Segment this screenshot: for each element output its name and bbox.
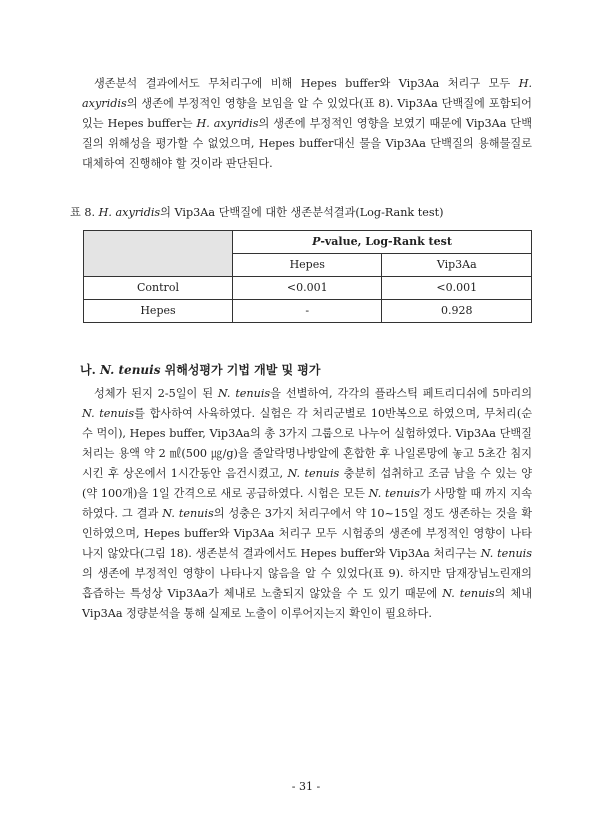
species-name: N. tenuis (99, 363, 161, 377)
text-run: 의 체내 Vip3Aa 정량분석을 통해 실제로 노출이 이루어지는지 확인이 필요하다. (82, 587, 533, 620)
table-row (84, 277, 532, 300)
caption-prefix: 표 8. (70, 206, 99, 219)
section-suffix: 위해성평가 기법 개발 및 평가 (160, 363, 321, 377)
caption-suffix: 의 Vip3Aa 단백질에 대한 생존분석결과(Log-Rank test) (160, 206, 444, 219)
text-run: 의 성충은 3가지 처리구에서 약 10~15일 정도 생존하는 것을 확인하였으며, Hepes buffer와 Vip3Aa 처리구 모두 시험종의 생존에 부정적인 영향이 나타나지 않았다(그림 18). 생존분석 결과에서도 Hepes buffer와 Vip3Aa 처리구는 (82, 507, 532, 560)
text-run: 생존분석 결과에서도 무처리구에 비해 Hepes buffer와 Vip3Aa 처리구 모두 (94, 77, 519, 90)
species-name: H. axyridis (196, 117, 259, 130)
species-name: N. tenuis (442, 587, 495, 600)
section-heading (80, 361, 320, 378)
table-cell: 0.928 (382, 300, 532, 323)
species-name: N. tenuis (480, 547, 532, 560)
species-name: N. tenuis (368, 487, 420, 500)
table-cell: <0.001 (233, 277, 382, 300)
column-header: Vip3Aa (382, 254, 532, 277)
text-run: 의 생존에 부정적인 영향을 보임을 알 수 있었다(표 8). Vip3Aa 단백질에 포함되어있는 Hepes buffer는 (82, 97, 532, 130)
species-name: N. tenuis (217, 387, 271, 400)
text-run: 의 생존에 부정적인 영향이 나타나지 않음을 알 수 있었다(표 9). 하지만 담재장님노린재의 흡즙하는 특성상 Vip3Aa가 체내로 노출되지 않았을 수 도 있기 때문에 (82, 567, 532, 600)
group-header-text: -value, Log-Rank test (320, 235, 452, 248)
column-header: Hepes (233, 254, 382, 277)
table-row (84, 300, 532, 323)
text-run: 성체가 된지 2-5일이 된 (94, 387, 218, 400)
text-run: 의 생존에 부정적인 영향을 보였기 때문에 Vip3Aa 단백질의 위해성을 평가할 수 없었으며, Hepes buffer대신 물을 Vip3Aa 단백질의 용해물질로 대체하여 진행해야 할 것이라 판단된다. (82, 117, 533, 170)
text-run: 을 선별하여, 각각의 플라스틱 페트리디쉬에 5마리의 (270, 387, 533, 400)
p-symbol: P (312, 235, 321, 248)
species-name: N. tenuis (287, 467, 340, 480)
species-name: N. tenuis (82, 407, 135, 420)
table-cell: - (233, 300, 382, 323)
table-cell: <0.001 (382, 277, 532, 300)
species-name: N. tenuis (162, 507, 214, 520)
paragraph-survival-analysis-h-axyridis (82, 74, 532, 174)
empty-corner-cell (84, 231, 233, 277)
text-run: 충분히 섭취하고 조금 남을 수 있는 양(약 100개)을 1일 간격으로 새로 공급하였다. 시험은 모든 (82, 467, 533, 500)
text-run: 를 합사하여 사육하였다. 실험은 각 처리군별로 10반복으로 하였으며, 무처리(순수 먹이), Hepes buffer, Vip3Aa의 총 3가지 그룹으로 나누어 실험하였다. Vip3Aa 단백질처리는 용액 약 2 ㎖(500 ㎍/g)을 줄알락명나방알에 혼합한 후 나일론망에 놓고 5초간 침지시킨 후 상온에서 1시간동안 음건시켰고, (82, 407, 533, 480)
paragraph-n-tenuis-method (82, 384, 532, 624)
log-rank-table (83, 230, 532, 323)
table-header-row (84, 231, 532, 254)
group-header (233, 231, 532, 254)
text-run: 가 사망할 때 까지 지속하였다. 그 결과 (82, 487, 532, 520)
section-prefix: 나. (80, 363, 100, 377)
row-label: Control (84, 277, 233, 300)
species-name: H. axyridis (82, 77, 532, 110)
species-name: H. axyridis (98, 206, 161, 219)
row-label: Hepes (84, 300, 233, 323)
table-caption (70, 205, 540, 221)
page-number: - 31 - (291, 780, 321, 793)
